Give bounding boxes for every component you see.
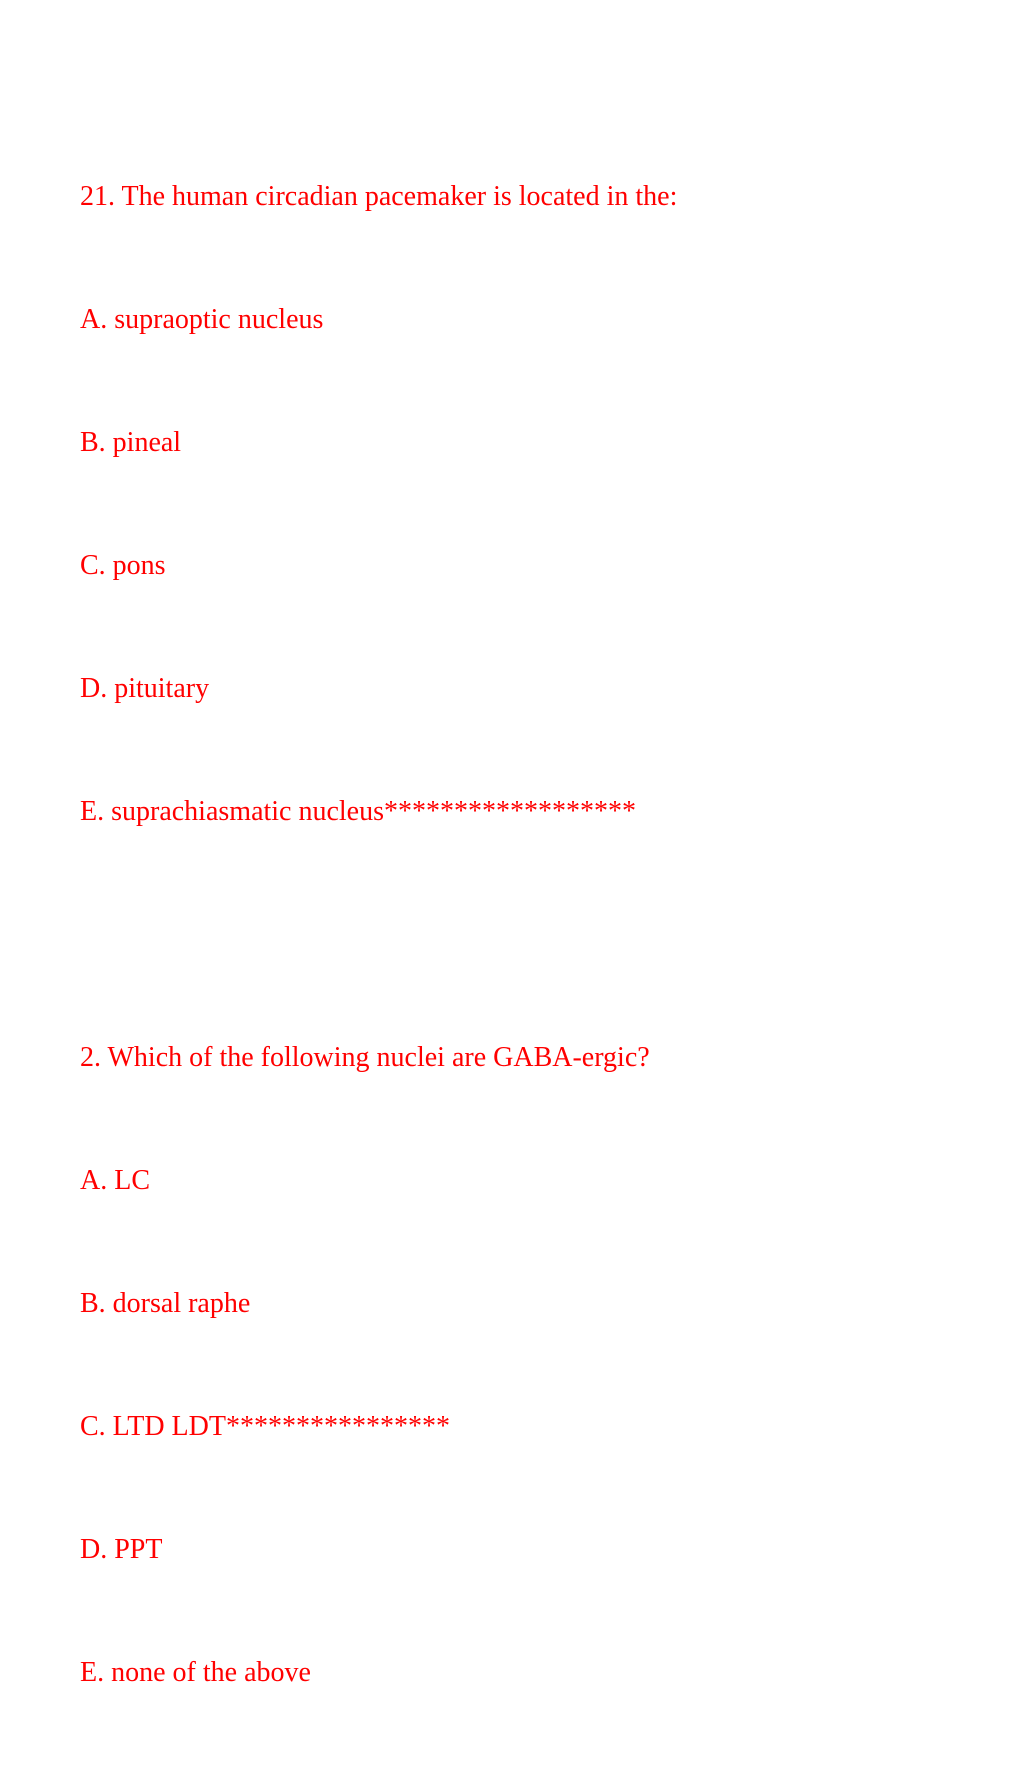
question-1-option-d: D. pituitary xyxy=(80,673,210,704)
question-2-prompt: 2. Which of the following nuclei are GABA-ergic? xyxy=(80,1042,650,1073)
slide-text-body xyxy=(80,94,980,1775)
question-1-option-e: E. suprachiasmatic nucleus****************** xyxy=(80,796,637,827)
question-1-option-a: A. supraoptic nucleus xyxy=(80,304,324,335)
question-2-option-c: C. LTD LDT**************** xyxy=(80,1411,450,1442)
blank-line xyxy=(80,914,980,955)
question-2-option-b: B. dorsal raphe xyxy=(80,1288,251,1319)
question-2-option-d: D. PPT xyxy=(80,1534,163,1565)
question-1-prompt: 21. The human circadian pacemaker is located in the: xyxy=(80,181,678,212)
question-2-option-e: E. none of the above xyxy=(80,1657,311,1688)
question-1-option-b: B. pineal xyxy=(80,427,182,458)
question-1-option-c: C. pons xyxy=(80,550,166,581)
question-2-option-a: A. LC xyxy=(80,1165,150,1196)
